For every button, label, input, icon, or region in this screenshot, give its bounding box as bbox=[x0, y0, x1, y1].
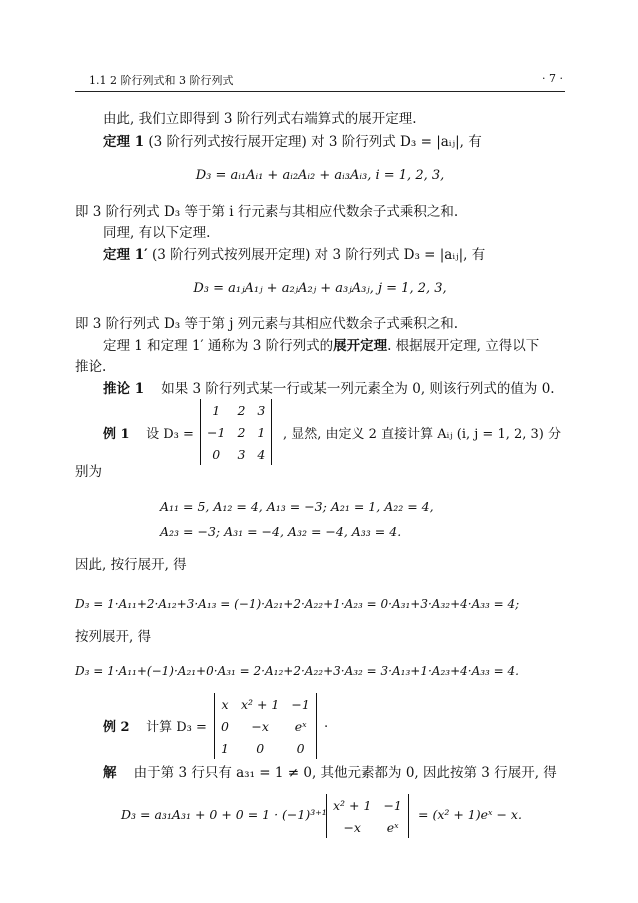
determinant-entry: x² + 1 bbox=[240, 696, 280, 712]
determinant-row bbox=[201, 443, 271, 465]
text-line bbox=[103, 337, 565, 355]
equation-row-results: D₃ = 1·A₁₁+2·A₁₂+3·A₁₃ = (−1)·A₂₁+2·A₂₂+1·A₂₃ = 0·A₃₁+3·A₃₂+4·A₃₃ = 4; bbox=[75, 597, 520, 611]
determinant-entry: x² + 1 bbox=[333, 797, 372, 813]
determinant-entry: 1 bbox=[221, 740, 229, 756]
solution-label: 解 bbox=[103, 765, 117, 781]
theorem-text: (3 阶行列式按列展开定理) 对 3 阶行列式 D₃ = |aᵢⱼ|, 有 bbox=[151, 247, 486, 263]
determinant-entry: −1 bbox=[207, 424, 226, 440]
text-line: 由此, 我们立即得到 3 阶行列式右端算式的展开定理. bbox=[103, 111, 417, 127]
theorem-1-prime bbox=[103, 246, 565, 264]
cofactor-list-row-2: A₂₃ = −3; A₃₁ = −4, A₃₂ = −4, A₃₃ = 4. bbox=[160, 524, 402, 539]
equation-solution-lead: D₃ = a₃₁A₃₁ + 0 + 0 = 1 · (−1)³⁺¹ bbox=[121, 807, 327, 822]
text-span: . 根据展开定理, 立得以下 bbox=[387, 338, 540, 354]
text-line: 即 3 阶行列式 D₃ 等于第 j 列元素与其相应代数余子式乘积之和. bbox=[75, 316, 459, 332]
equation-column-results: D₃ = 1·A₁₁+(−1)·A₂₁+0·A₃₁ = 2·A₁₂+2·A₂₂+3·A₃₂ = 3·A₁₃+1·A₂₃+4·A₃₃ = 4. bbox=[75, 664, 519, 678]
determinant-entry: 0 bbox=[221, 718, 229, 734]
determinant-matrix bbox=[215, 693, 316, 759]
determinant-entry: −x bbox=[343, 819, 361, 835]
theorem-label: 定理 1 bbox=[103, 134, 145, 150]
text-line: 因此, 按行展开, 得 bbox=[75, 557, 187, 573]
corollary-1 bbox=[103, 380, 565, 398]
determinant-entry: −x bbox=[251, 718, 269, 734]
solution-text: 由于第 3 行只有 a₃₁ = 1 ≠ 0, 其他元素都为 0, 因此按第 3 行展开, 得 bbox=[133, 765, 557, 781]
determinant-entry: 0 bbox=[212, 446, 221, 462]
determinant-example-1 bbox=[200, 399, 272, 465]
header-section-title: 1.1 2 阶行列式和 3 阶行列式 bbox=[89, 74, 234, 87]
example-1-lead bbox=[103, 423, 194, 442]
determinant-entry: 2 bbox=[237, 424, 246, 440]
example-text: 设 D₃ = bbox=[146, 427, 194, 442]
determinant-example-2 bbox=[214, 693, 317, 759]
example-text: 计算 D₃ = bbox=[146, 720, 207, 735]
text-line: 推论. bbox=[75, 359, 107, 375]
theorem-1 bbox=[103, 133, 565, 151]
header-page-number: · 7 · bbox=[542, 72, 563, 85]
corollary-text: 如果 3 阶行列式某一行或某一列元素全为 0, 则该行列式的值为 0. bbox=[161, 381, 555, 397]
equation-row-expansion: D₃ = aᵢ₁Aᵢ₁ + aᵢ₂Aᵢ₂ + aᵢ₃Aᵢ₃, i = 1, 2, 3, bbox=[195, 168, 445, 183]
emphasis-term: 展开定理 bbox=[333, 338, 388, 354]
text-line: 同理, 有以下定理. bbox=[103, 225, 211, 241]
determinant-minor bbox=[326, 794, 409, 838]
determinant-entry: 0 bbox=[296, 740, 305, 756]
determinant-entry: 2 bbox=[237, 402, 246, 418]
example-1-tail: , 显然, 由定义 2 直接计算 Aᵢⱼ (i, j = 1, 2, 3) 分 bbox=[283, 427, 561, 442]
determinant-row bbox=[327, 794, 408, 816]
determinant-row bbox=[215, 737, 316, 759]
solution-line bbox=[103, 764, 565, 782]
determinant-row bbox=[201, 421, 271, 443]
equation-solution-result: = (x² + 1)eˣ − x. bbox=[418, 807, 522, 822]
determinant-row bbox=[327, 816, 408, 838]
example-2-lead bbox=[103, 716, 207, 735]
determinant-row bbox=[215, 693, 316, 715]
text-line: 按列展开, 得 bbox=[75, 629, 152, 645]
example-label: 例 1 bbox=[103, 427, 130, 442]
running-header bbox=[75, 72, 565, 92]
text-line: 别为 bbox=[75, 464, 102, 480]
determinant-row bbox=[201, 399, 271, 421]
determinant-entry: eˣ bbox=[386, 819, 399, 835]
determinant-entry: 3 bbox=[237, 446, 246, 462]
text-line: 即 3 阶行列式 D₃ 等于第 i 行元素与其相应代数余子式乘积之和. bbox=[75, 204, 459, 220]
equation-column-expansion: D₃ = a₁ⱼA₁ⱼ + a₂ⱼA₂ⱼ + a₃ⱼA₃ⱼ, j = 1, 2, 3, bbox=[193, 281, 447, 296]
determinant-row bbox=[215, 715, 316, 737]
corollary-label: 推论 1 bbox=[103, 381, 145, 397]
example-label: 例 2 bbox=[103, 720, 130, 735]
determinant-matrix bbox=[201, 399, 271, 465]
example-2-tail: . bbox=[324, 716, 329, 731]
determinant-entry: −1 bbox=[383, 797, 402, 813]
determinant-entry: 1 bbox=[257, 424, 266, 440]
determinant-entry: 4 bbox=[257, 446, 266, 462]
determinant-entry: x bbox=[221, 696, 229, 712]
determinant-entry: 0 bbox=[256, 740, 265, 756]
text-span: 定理 1 和定理 1′ 通称为 3 阶行列式的 bbox=[103, 338, 334, 354]
determinant-matrix bbox=[327, 794, 408, 838]
determinant-entry: eˣ bbox=[294, 718, 307, 734]
determinant-entry: 1 bbox=[212, 402, 221, 418]
cofactor-list-row-1: A₁₁ = 5, A₁₂ = 4, A₁₃ = −3; A₂₁ = 1, A₂₂ = 4, bbox=[160, 499, 434, 514]
theorem-text: (3 阶行列式按行展开定理) 对 3 阶行列式 D₃ = |aᵢⱼ|, 有 bbox=[148, 134, 482, 150]
determinant-entry: 3 bbox=[257, 402, 266, 418]
theorem-label: 定理 1′ bbox=[103, 247, 148, 263]
determinant-entry: −1 bbox=[291, 696, 310, 712]
